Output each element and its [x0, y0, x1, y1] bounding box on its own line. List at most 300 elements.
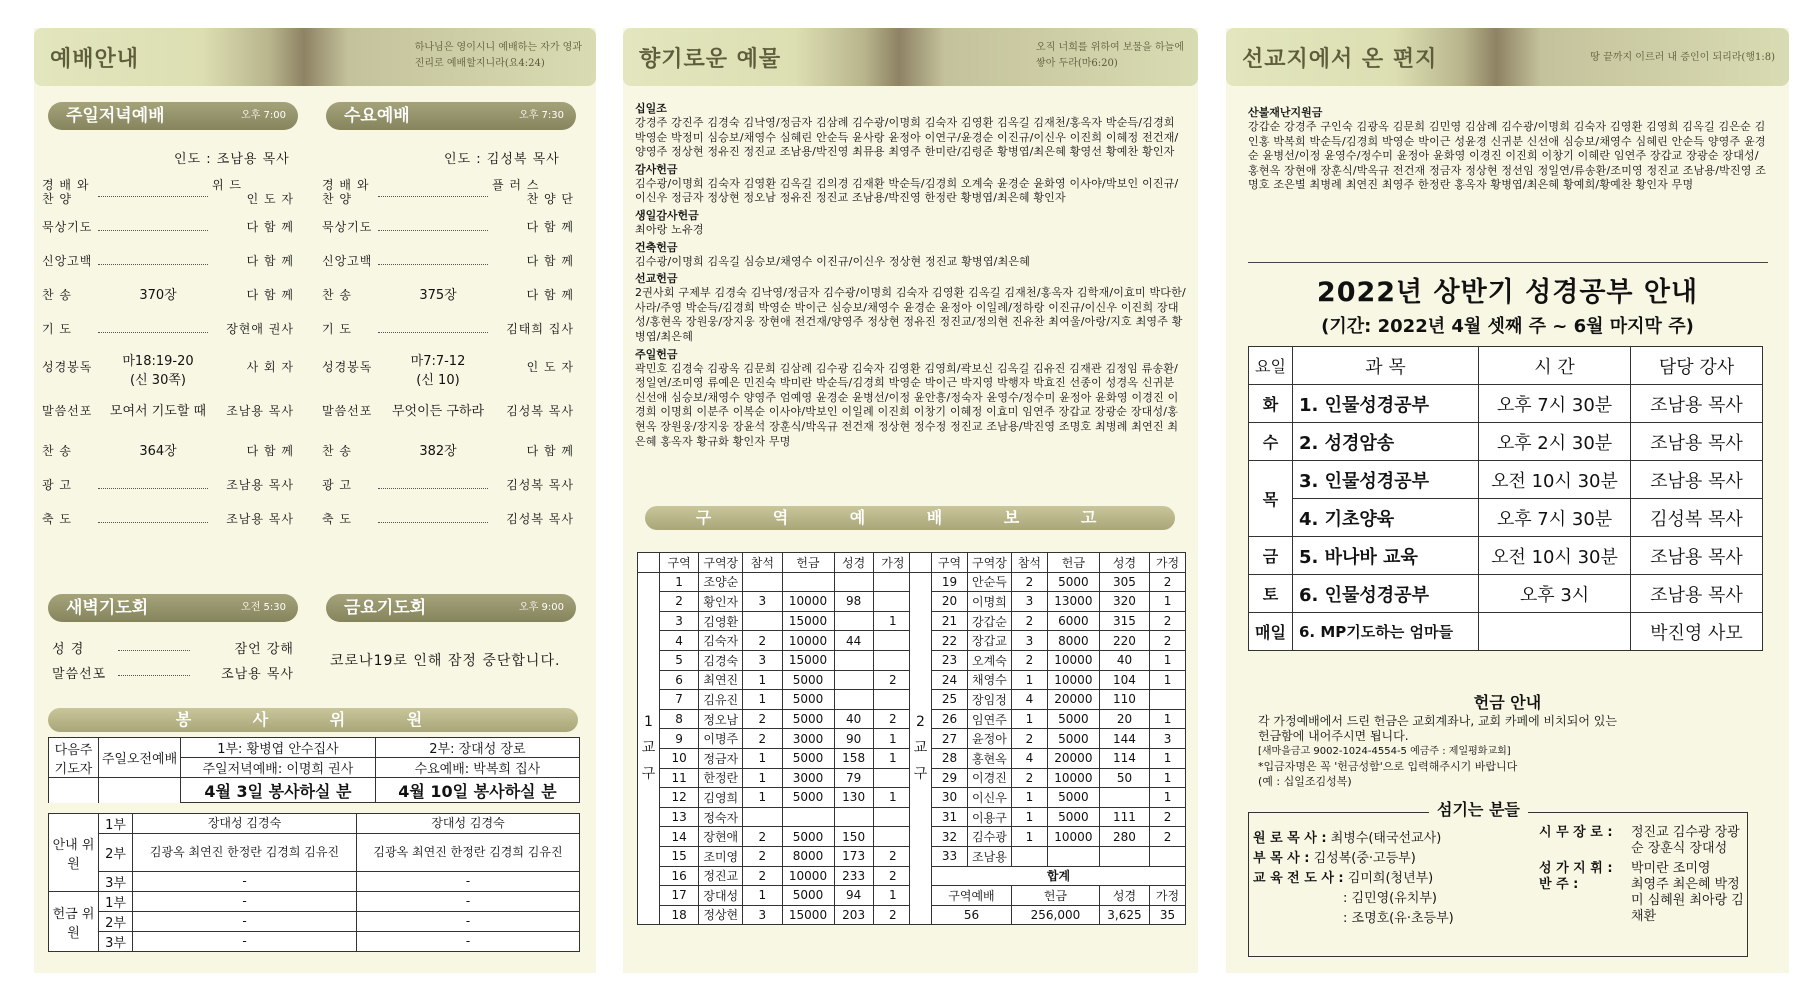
mission-banner-verse: 땅 끝까지 이르러 내 증인이 되리라(행1:8): [1590, 52, 1775, 63]
district-cell: 김경숙: [699, 650, 743, 670]
sunday-evening-time: 오후 7:00: [241, 110, 286, 121]
study-teacher: 김성복 목사: [1631, 499, 1763, 537]
study-teacher: 조남용 목사: [1631, 423, 1763, 461]
district-header: 구역: [932, 553, 968, 573]
district-cell: 33: [932, 846, 968, 866]
fund-title: 산불재난지원금: [1248, 106, 1323, 119]
offering-banner-title: 향기로운 예물: [639, 47, 782, 72]
wednesday-header: [326, 102, 576, 130]
district-cell: 5000: [1047, 729, 1099, 749]
order-label: 묵상기도: [42, 220, 93, 234]
servant-name: 정진교 김수광 장광순 장훈식 장대성: [1631, 825, 1740, 856]
district-row: [910, 846, 1186, 866]
district-header: 참석: [1011, 553, 1047, 573]
order-detail-line: (신 30쪽): [130, 373, 186, 388]
district-cell: 이명주: [699, 729, 743, 749]
district1-table: [637, 552, 913, 925]
order-value: 장현애 권사: [226, 322, 294, 336]
offering-line: 헌금함에 내어주시면 됩니다.: [1258, 729, 1409, 743]
offering-panel: [623, 28, 1198, 973]
offering-group: [635, 207, 1187, 238]
district-cell: 98: [834, 592, 873, 612]
study-teacher: 조남용 목사: [1631, 575, 1763, 613]
order-value: 다 함 께: [526, 254, 574, 268]
order-value: 김성복 목사: [506, 404, 574, 418]
order-label: 신앙고백: [322, 254, 373, 268]
district-cell: 3: [743, 650, 782, 670]
am-service-label: 주일오전예배: [99, 738, 181, 778]
district-cell: 28: [932, 748, 968, 768]
service-committee-table: [48, 737, 580, 803]
offering-category: 선교헌금: [635, 272, 678, 286]
district-header: 구역장: [699, 553, 743, 573]
district-cell: [873, 572, 912, 592]
district-cell: 장갑교: [967, 631, 1011, 651]
order-label: 찬 송: [322, 444, 352, 458]
district-cell: 안순득: [967, 572, 1011, 592]
part-label: 1부: [99, 814, 133, 834]
member-names: -: [357, 912, 580, 932]
part-label: 2부: [99, 834, 133, 872]
district-cell: 9: [660, 729, 699, 749]
offering-group: [635, 346, 1187, 450]
district-cell: [873, 631, 912, 651]
order-value: 다 함 께: [246, 444, 294, 458]
order-value: 다 함 께: [246, 288, 294, 302]
order-detail-line: (신 10): [416, 373, 460, 388]
district-cell: 5000: [782, 886, 834, 906]
order-label: 광 고: [42, 478, 72, 492]
worship-banner-verse: [415, 40, 582, 72]
order-value: 플 러 스: [492, 178, 540, 192]
district-cell: 20000: [1047, 748, 1099, 768]
study-day: 매일: [1249, 613, 1293, 651]
district-row: [638, 611, 913, 631]
total-label-row: [910, 866, 1186, 886]
district-cell: 장현애: [699, 827, 743, 847]
order-detail: [378, 350, 498, 388]
order-label: 말씀선포: [322, 404, 373, 418]
district-cell: 이신우: [967, 788, 1011, 808]
member-group-label: 헌금 위원: [49, 892, 99, 952]
district-cell: 장임정: [967, 690, 1011, 710]
offering-line: (예 : 십일조김성복): [1258, 775, 1352, 788]
order-label: 경 배 와: [322, 178, 370, 192]
servant-role: 성 가 지 휘 :: [1539, 861, 1613, 876]
district-cell: 3: [1011, 592, 1047, 612]
district-cell: 320: [1099, 592, 1149, 612]
district-cell: 2: [743, 709, 782, 729]
district-row: [638, 768, 913, 788]
district-row: [910, 768, 1186, 788]
order-value: 조남용 목사: [226, 478, 294, 492]
district-row: [638, 631, 913, 651]
sunday-evening-header: [48, 102, 298, 130]
district-cell: 정진교: [699, 866, 743, 886]
study-header: 과 목: [1293, 347, 1479, 385]
district-cell: [834, 670, 873, 690]
district-cell: 2: [1011, 729, 1047, 749]
district-cell: 5000: [1047, 709, 1099, 729]
district-row: [910, 709, 1186, 729]
district-label-cell: [910, 553, 932, 573]
divider: [1248, 262, 1768, 263]
district-label: 1 교 구: [638, 572, 660, 925]
dawn-value-1: 잠언 강해: [234, 642, 294, 657]
servants-box: [1248, 800, 1748, 957]
study-day: 수: [1249, 423, 1293, 461]
order-detail: [98, 440, 218, 459]
order-label: 말씀선포: [42, 404, 93, 418]
district-cell: 104: [1099, 670, 1149, 690]
district-cell: 233: [834, 866, 873, 886]
district-cell: 11: [660, 768, 699, 788]
member-names: -: [357, 932, 580, 952]
district-cell: 13: [660, 807, 699, 827]
district-cell: 2: [1150, 807, 1186, 827]
worship-banner-title: 예배안내: [50, 47, 140, 72]
order-label: 신앙고백: [42, 254, 93, 268]
district-cell: 31: [932, 807, 968, 827]
district-cell: 1: [1011, 807, 1047, 827]
district-cell: 5000: [782, 788, 834, 808]
order-value: 사 회 자: [246, 360, 294, 374]
district-cell: 203: [834, 905, 873, 925]
offering-category: 십일조: [635, 102, 667, 115]
order-detail-line: 무엇이든 구하라: [391, 404, 485, 419]
district-cell: 김영환: [699, 611, 743, 631]
district-row: [638, 846, 913, 866]
district-cell: 40: [834, 709, 873, 729]
total-header-row: [910, 886, 1186, 906]
part-label: 2부: [99, 912, 133, 932]
next-prayer-label: 다음주 기도자: [49, 738, 99, 778]
study-row: [1249, 575, 1763, 613]
district-cell: 315: [1099, 611, 1149, 631]
dawn-prayer-time: 오전 5:30: [241, 602, 286, 613]
leader-dots: [98, 488, 208, 489]
district-cell: 26: [932, 709, 968, 729]
study-row: [1249, 385, 1763, 423]
order-detail: [98, 400, 218, 419]
district-cell: 홍현옥: [967, 748, 1011, 768]
offering-category: 주일헌금: [635, 347, 678, 361]
district-cell: 2: [1011, 611, 1047, 631]
wednesday-time: 오후 7:30: [519, 110, 564, 121]
study-subject: 4. 기초양육: [1293, 499, 1479, 537]
district-cell: 1: [743, 788, 782, 808]
district-cell: 30: [932, 788, 968, 808]
district-header-row: [910, 553, 1186, 573]
district-cell: [834, 611, 873, 631]
district-cell: 3: [660, 611, 699, 631]
member-row: [49, 834, 580, 872]
district-cell: 3000: [782, 729, 834, 749]
order-value: 다 함 께: [246, 254, 294, 268]
district-cell: 6: [660, 670, 699, 690]
offering-guide-title: 헌금 안내: [1473, 693, 1542, 712]
district-cell: 114: [1099, 748, 1149, 768]
district-cell: 29: [932, 768, 968, 788]
wednesday-title: 수요예배: [344, 106, 410, 126]
district-cell: 2: [873, 905, 912, 925]
study-row: [1249, 499, 1763, 537]
district-cell: 오계숙: [967, 650, 1011, 670]
offering-names: 2권사회 구제부 김경숙 김낙영/정금자 김수광/이명희 김숙자 김영환 김옥길 김재천/홍옥자 김학재/이효미 박다한/사라/주영 박순득/김경희 박영순 박이근 심승보/채영수 윤경순 윤정아 이일례/정하랑 이진규/이신우 이진희 장대성/홍현옥 장원웅/장지웅 장현애 전건재/양영주 정상현 정유진 정진교/정의현 진유찬 최여울/아랑/지호 최영주 황병엽/최은혜: [635, 286, 1186, 343]
district-cell: 1: [743, 886, 782, 906]
district-cell: [834, 572, 873, 592]
pm-prayer: 주일저녁예배: 이명희 권사: [181, 758, 376, 778]
district-cell: 5000: [782, 709, 834, 729]
wed-prayer: 수요예배: 박복희 집사: [375, 758, 579, 778]
district-cell: 5000: [782, 748, 834, 768]
district-cell: 10000: [1047, 827, 1099, 847]
total-header: 헌금: [1011, 886, 1099, 906]
district-cell: [1099, 846, 1149, 866]
leader-dots: [98, 264, 208, 265]
part-label: 3부: [99, 932, 133, 952]
member-names: 김광옥 최연진 한정란 김경희 김유진: [357, 834, 580, 872]
district-cell: 김유진: [699, 690, 743, 710]
district-cell: 130: [834, 788, 873, 808]
district-row: [638, 709, 913, 729]
member-row: [49, 932, 580, 952]
servant-role: 교 육 전 도 사 :: [1253, 871, 1344, 886]
district-cell: 1: [743, 670, 782, 690]
leader-dots: [98, 230, 208, 231]
district-row: [638, 905, 913, 925]
fund-names: 강갑순 강경주 구인숙 김광옥 김문희 김민영 김삼례 김수광/이명희 김숙자 김영환 김영희 김옥길 김은순 김인홍 박복희 박순득/김경희 박영순 박이근 성윤경 신귀분 신선애 심승보/채영수 심혜린 안순득 양영주 윤경순 윤병선/이정 윤영수/정수미 윤정아 윤화영 이경진 이진희 이창기 이혜란 임연주 장갑교 장광순 장대성/홍현옥 장현애 장훈식/박옥규 전건재 정금자 정상현 정선임 정일연/류송환/조미영 정진교 조남용/박진영 조명호 조은별 최병례 최연진 최영주 한정란 홍옥자 황병엽/최은혜 황예희/황예찬 황인자 무명: [1248, 120, 1767, 192]
district-row: [638, 807, 913, 827]
study-table: [1248, 346, 1763, 651]
district-cell: [1099, 788, 1149, 808]
district-cell: 정금자: [699, 748, 743, 768]
am-part1: 1부: 황병엽 안수집사: [181, 738, 376, 758]
order-detail: [98, 350, 218, 388]
part-label: 3부: [99, 872, 133, 892]
friday-note: 코로나19로 인해 잠정 중단합니다.: [330, 653, 561, 669]
study-row: [1249, 461, 1763, 499]
member-row: [49, 912, 580, 932]
study-subject: 2. 성경암송: [1293, 423, 1479, 461]
district-cell: 황인자: [699, 592, 743, 612]
district-cell: 김숙자: [699, 631, 743, 651]
district-cell: 94: [834, 886, 873, 906]
study-day: 화: [1249, 385, 1293, 423]
offering-names: 김수광/이명희 김옥길 심승보/채영수 이진규/이신우 정상현 정진교 황병엽/최은혜: [635, 254, 1031, 268]
district-header: 참석: [743, 553, 782, 573]
district-cell: 5000: [782, 670, 834, 690]
district-cell: [743, 572, 782, 592]
district-cell: 임연주: [967, 709, 1011, 729]
district-cell: 이용구: [967, 807, 1011, 827]
servant-name: 김성복(중·고등부): [1313, 851, 1416, 866]
district-row: [638, 748, 913, 768]
district-cell: 1: [743, 748, 782, 768]
member-names: -: [133, 912, 357, 932]
district-cell: 조남용: [967, 846, 1011, 866]
district-cell: 1: [1011, 827, 1047, 847]
district-cell: 강갑순: [967, 611, 1011, 631]
district-cell: 150: [834, 827, 873, 847]
district-cell: 22: [932, 631, 968, 651]
district-cell: 1: [873, 788, 912, 808]
order-detail: [378, 284, 498, 303]
study-subject: 6. MP기도하는 엄마들: [1293, 613, 1479, 651]
district-cell: 32: [932, 827, 968, 847]
district-cell: [873, 768, 912, 788]
district-cell: 1: [1150, 788, 1186, 808]
district-header: 가정: [1150, 553, 1186, 573]
district-cell: 2: [1150, 611, 1186, 631]
leader-dots: [98, 332, 208, 333]
district-cell: 40: [1099, 650, 1149, 670]
study-time: 오전 10시 30분: [1479, 461, 1631, 499]
district-row: [638, 572, 913, 592]
district-cell: 김수광: [967, 827, 1011, 847]
service-committee-title: 봉 사 위 원: [48, 708, 578, 732]
district-cell: [1047, 846, 1099, 866]
leader-dots: [118, 650, 190, 651]
district-cell: 1: [660, 572, 699, 592]
district-cell: 10000: [782, 631, 834, 651]
total-label: 합계: [932, 866, 1186, 886]
district-cell: 2: [1011, 768, 1047, 788]
district-cell: 18: [660, 905, 699, 925]
order-label: 경 배 와: [42, 178, 90, 192]
mission-banner-title: 선교지에서 온 편지: [1242, 47, 1438, 72]
district-cell: 2: [1011, 572, 1047, 592]
district-cell: 14: [660, 827, 699, 847]
district-cell: [873, 650, 912, 670]
district-cell: 2: [873, 846, 912, 866]
district-cell: 24: [932, 670, 968, 690]
district-cell: 1: [1011, 670, 1047, 690]
district-cell: 6000: [1047, 611, 1099, 631]
district-cell: 1: [743, 768, 782, 788]
servant-role: 반 주 :: [1539, 877, 1579, 892]
part-label: 1부: [99, 892, 133, 912]
study-time: [1479, 613, 1631, 651]
district-cell: [1011, 846, 1047, 866]
district-row: [910, 729, 1186, 749]
district-cell: [1150, 846, 1186, 866]
committee-members-table: [48, 813, 580, 952]
order-detail-line: 모여서 기도할 때: [109, 404, 207, 419]
order-detail: [378, 400, 498, 419]
district-cell: 4: [1011, 748, 1047, 768]
district-row: [910, 788, 1186, 808]
member-names: -: [133, 872, 357, 892]
leader-dots: [98, 522, 208, 523]
district-row: [638, 650, 913, 670]
district-cell: 2: [660, 592, 699, 612]
district-row: [910, 611, 1186, 631]
district-header: 헌금: [1047, 553, 1099, 573]
district-header: 가정: [873, 553, 912, 573]
member-names: 장대성 김경숙: [357, 814, 580, 834]
district-cell: 8000: [782, 846, 834, 866]
offering-names: 김수광/이명희 김숙자 김영환 김옥길 김의경 김재환 박순득/김경희 오계숙 윤경순 윤화영 이사야/박보인 이진규/이신우 정금자 정상현 정오남 정유진 정진교 조남용/박진영 한정란 황병엽/최은혜 황인자: [635, 176, 1179, 205]
offering-category: 건축헌금: [635, 240, 678, 254]
district-cell: 50: [1099, 768, 1149, 788]
district-cell: 17: [660, 886, 699, 906]
leader-dots: [378, 522, 488, 523]
offering-group: [635, 239, 1187, 270]
district-cell: 2: [873, 709, 912, 729]
study-row: [1249, 423, 1763, 461]
district-cell: 16: [660, 866, 699, 886]
offering-guide: [1258, 714, 1768, 789]
district-cell: 20: [932, 592, 968, 612]
order-detail-line: 마7:7-12: [410, 354, 466, 369]
district-cell: 1: [1150, 650, 1186, 670]
study-day: 금: [1249, 537, 1293, 575]
verse-line1: 오직 너희를 위하여 보물을 하늘에: [1036, 42, 1184, 53]
district-row: [910, 748, 1186, 768]
district-cell: 7: [660, 690, 699, 710]
order-label: 찬 송: [42, 288, 72, 302]
study-time: 오후 7시 30분: [1479, 499, 1631, 537]
district-cell: 10000: [1047, 650, 1099, 670]
servant-name: : 조명호(유·초등부): [1343, 911, 1454, 926]
sunday-leader: 인도 : 조남용 목사: [174, 152, 290, 167]
district-row: [910, 592, 1186, 612]
order-value: 다 함 께: [526, 220, 574, 234]
leader-dots: [378, 332, 488, 333]
study-period: (기간: 2022년 4월 셋째 주 ~ 6월 마지막 주): [1321, 316, 1694, 337]
district-cell: 1: [1011, 709, 1047, 729]
servants-left: [1253, 829, 1454, 929]
district-cell: 2: [743, 827, 782, 847]
district-cell: 3000: [782, 768, 834, 788]
district-cell: 220: [1099, 631, 1149, 651]
district-cell: 최연진: [699, 670, 743, 690]
verse-line2: 쌓아 두라(마6:20): [1036, 58, 1118, 69]
offering-group: [635, 270, 1187, 344]
district-row: [638, 670, 913, 690]
order-detail-line: 364장: [139, 444, 177, 459]
district-row: [910, 690, 1186, 710]
district-cell: 2: [1011, 650, 1047, 670]
dawn-label-1: 성 경: [52, 642, 85, 657]
offering-category: 생일감사헌금: [635, 208, 699, 222]
district-cell: 280: [1099, 827, 1149, 847]
district-row: [638, 788, 913, 808]
district-cell: 5000: [1047, 807, 1099, 827]
study-row: [1249, 613, 1763, 651]
district-cell: 2: [873, 670, 912, 690]
district-cell: [873, 592, 912, 612]
district-cell: 10000: [782, 866, 834, 886]
district-header: 구역: [660, 553, 699, 573]
district-header-row: [638, 553, 913, 573]
district-cell: 1: [1150, 670, 1186, 690]
district-cell: 2: [743, 846, 782, 866]
offering-group: [635, 161, 1187, 206]
offering-banner: [623, 28, 1198, 86]
order-value: 김태희 집사: [506, 322, 574, 336]
district-cell: 1: [873, 729, 912, 749]
district-cell: 1: [873, 886, 912, 906]
order-label: 기 도: [322, 322, 352, 336]
study-teacher: 조남용 목사: [1631, 385, 1763, 423]
district-cell: 25: [932, 690, 968, 710]
district-cell: 90: [834, 729, 873, 749]
offering-names: 강경주 강진주 김경숙 김낙영/정금자 김삼례 김수광/이명희 김숙자 김영환 김옥길 김재천/홍옥자 박순득/김경희 박영순 박정미 심승보/채영수 심혜린 안순득 윤사랑 윤정아 이연구/윤경순 이진규/이신우 이진희 이혜정 전건재/양영주 정상현 정유진 정진교 조남용/박진영 최뮤용 최영주 한미란/김령준 황병엽/최은혜 황영선 황예찬 황인자: [635, 116, 1179, 159]
district-row: [638, 592, 913, 612]
district-cell: 8000: [1047, 631, 1099, 651]
